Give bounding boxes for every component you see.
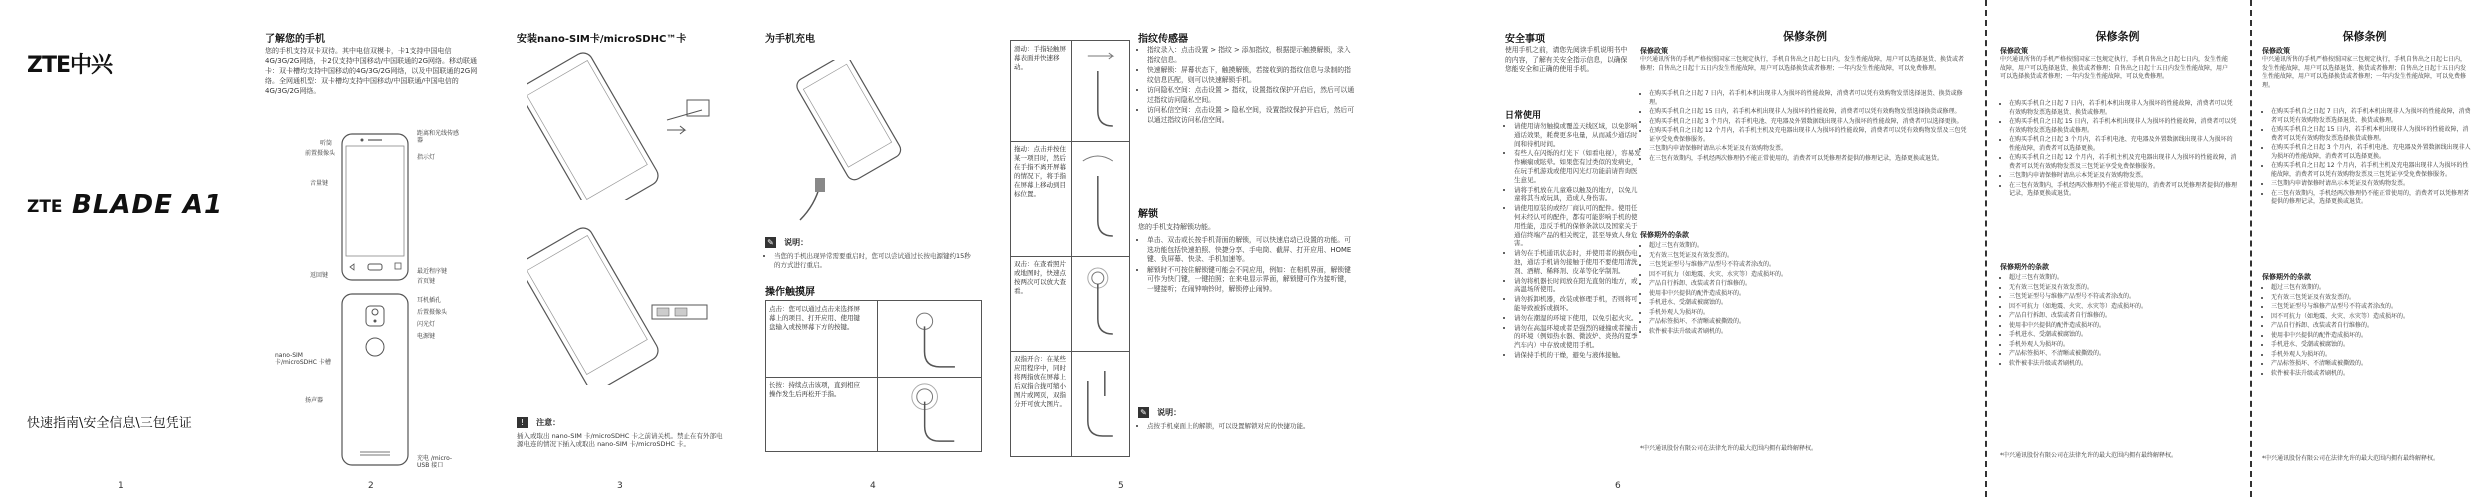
double-tap-gesture-icon [1071,256,1129,351]
policy-title: 保修政策 [2262,47,2290,55]
warning-icon: ! [517,417,528,428]
label-flash: 闪光灯 [417,321,436,328]
list-item: • 因不可抗力（如地震、火灾、水灾等）造成损坏的。 [2009,303,2237,312]
cut-line [2250,0,2252,497]
label-back-key: 返回键 [310,272,329,279]
tap-gesture-icon [877,301,981,377]
pinch-gesture-icon [1071,351,1129,456]
list-item: • 有些人在闪烁的灯光下（如看电视），容易发作癫痫或眩晕。如果您有过类似的发病史，在玩手机游戏或使用闪光灯功能前请咨询医生意见。 [1514,149,1642,184]
page-number: 3 [617,481,623,491]
table-row [1011,41,1129,142]
label-front-camera: 前置摄像头 [305,150,336,157]
note-box [765,230,975,270]
note-title: 说明： [1157,408,1182,417]
row-text: 长按：持续点击该项，直到相应操作发生后再松开手指。 [769,381,860,398]
list-item: • 请将手机放在儿童难以触及的地方，以免儿童将其当成玩具，造成人身伤害。 [1514,186,1642,204]
page-number: 5 [1118,481,1124,491]
section-title: 安装nano-SIM卡/microSDHC™卡 [517,34,687,45]
label-earpiece: 听筒 [320,140,333,147]
label-volume: 音量键 [310,180,329,187]
list-item: • 软件被非法升级或者刷机的。 [2271,370,2471,379]
section-title: 安全事项 [1505,34,1545,45]
ops-title: 操作触摸屏 [765,287,815,298]
table-row [1011,141,1129,257]
list-item: • 请勿在潮湿的环境下使用，以免引起火灾。 [1514,314,1642,323]
page-number: 1 [118,481,124,491]
list-item: • 在购买手机自之日起 15 日内，若手机本机出现非人为损坏的性能故障，消费者可以凭有效购物发票选择换货或修理。 [2009,118,2237,135]
warranty-title: 保修条例 [2342,30,2387,43]
fingerprint-list [1138,46,1357,126]
know-phone-panel [265,0,490,497]
list-item: • 在购买手机自之日起 12 个月内，若手机主机及充电器出现非人为损坏的性能故障，消费者可以凭有效购物发票及三包凭证享受免费保修服务。 [2271,162,2471,179]
list-item: • 在三包有效期内，手机经两次修理仍不能正常使用的，消费者可以凭修理者提供的修理记录，选择更换或退货。 [1649,155,1969,164]
fingerprint-panel [1118,0,1368,497]
policy-list [2000,100,2237,200]
policy-title: 保修政策 [2000,47,2028,55]
section-title: 了解您的手机 [265,34,325,45]
cover-panel [0,0,245,497]
list-item: • 请使用原装的或经厂商认可的配件。使用任何未经认可的配件，都有可能影响手机的使用性能，违反手机的保修条款以及国家关于通信终端产品的相关规定，甚至导致人身危害。 [1514,204,1642,248]
list-item: • 因不可抗力（如地震、火灾、水灾等）造成损坏的。 [2271,313,2471,322]
note-box [1138,400,1348,432]
warranty-column-2 [2000,0,2240,497]
model-name: BLADE A1 [72,190,224,220]
list-item: • 在购买手机自之日起 3 个月内，若手机电池、充电器及外置数据线出现非人为损坏的性能故障，消费者可以选择更换。 [1649,118,1969,127]
policy-list [1640,90,1969,164]
table-row [766,377,981,451]
list-item: • 三包期内申请保修时请出示本凭证及有效购物发票。 [2009,172,2237,181]
phone-front-illustration [340,132,410,282]
page-number: 4 [870,481,876,491]
list-item: • 请勿将机器长时间放在阳光直射的地方，或高温场所使用。 [1514,277,1642,295]
list-item: • 访问隐私空间：点击设置 > 指纹，设置指纹保护开启后，然后可以通过指纹访问隐私空间。 [1147,86,1357,105]
label-speaker: 扬声器 [305,397,324,404]
warranty-column-1 [1640,0,1975,497]
list-item: • 三包凭证型号与维修产品型号不符或者涂改的。 [1649,261,1969,270]
note-title: 说明： [784,238,809,247]
list-item: • 超过三包有效期的。 [2009,274,2237,283]
list-item: • 在购买手机自之日起 15 日内，若手机本机出现非人为损坏的性能故障，消费者可以凭有效购物发票选择换货或修理。 [2271,126,2471,143]
row-text: 点击：您可以通过点击来选择屏幕上的项目、打开应用、使用键盘输入或按屏幕下方的按键。 [769,305,860,331]
list-item: • 产品自行拆卸、改装或者自行维修的。 [2009,312,2237,321]
list-item: • 请勿在手机通讯状态时，并使用者的损伤电池，通话手机请勿接触于使用不要使用清洗剂、酒精、稀释剂、皮革等化学制剂。 [1514,249,1642,275]
list-item: • 在购买手机自之日起 7 日内，若手机本机出现非人为损坏的性能故障，消费者可以凭有效购物发票选择退货、换货或修理。 [2271,108,2471,125]
safety-list [1505,122,1642,361]
safety-panel [1505,0,1641,497]
list-item: • 手机外观人为损坏的。 [2271,351,2471,360]
policy-title: 保修政策 [1640,47,1668,55]
policy-text: 中兴通讯所售的手机严格按照国家三包规定执行，手机自售出之日起七日内，发生性能故障，用户可以选择退货、换货或者修理；自售出之日起十五日内发生性能故障，用户可以选择换货或者修理；一年内发生性能故障，可以免费修理。 [2000,56,2229,80]
list-item: • 产品自行拆卸、改装或者自行维修的。 [1649,280,1969,289]
list-item: • 三包凭证型号与维修产品型号不符或者涂改的。 [2009,293,2237,302]
list-item: • 请勿在高温环境或者是强烈的碰撞或者撞击的环境（例如热水器、微波炉、炎热的夏季汽车内）中存放或使用手机。 [1514,324,1642,350]
label-home-key: 首页键 [417,278,436,285]
note-text: 插入或取出 nano-SIM 卡/microSDHC 卡之前请关机。禁止在有外部电源电连的情况下插入或取出 nano-SIM 卡/microSDHC 卡。 [517,432,723,448]
label-indicator: 指示灯 [417,154,436,161]
list-item: • 软件被非法升级或者刷机的。 [2009,360,2237,369]
touch-table-gestures [1010,40,1130,457]
note-icon: ✎ [765,237,776,248]
row-text: 双指开合：在某些应用程序中，同时将两指放在屏幕上后双指合拢可缩小图片或网页，双指分开可放大图片。 [1014,355,1066,408]
list-item: • 无有效三包凭证及有效发票的。 [2271,294,2471,303]
list-item: • 产品标签损坏、不清晰或被撕毁的。 [2271,360,2471,369]
list-item: • 产品标签损坏、不清晰或被撕毁的。 [2009,350,2237,359]
exclusion-title: 保修期外的条款 [2000,263,2049,271]
exclusion-title: 保修期外的条款 [2262,273,2311,281]
label-recent-key: 最近程序键 [417,268,448,275]
exclusion-list [2262,284,2471,379]
page-number: 6 [1615,481,1621,491]
warranty-column-3 [2262,0,2474,497]
list-item: • 在购买手机自之日起 7 日内，若手机本机出现非人为损坏的性能故障，消费者可以凭有效购物发票选择退货、换货或修理。 [2009,100,2237,117]
sim-step1-illustration [527,50,727,200]
footnote: *中兴通讯股份有限公司在法律允许的最大范围内拥有最终解释权。 [2262,455,2440,462]
list-item: • 快速解锁：屏幕状态下，触摸解锁，若接收到的指纹信息与录制的指纹信息匹配，则可以快速解锁手机。 [1147,66,1357,85]
list-item: • 三包凭证型号与维修产品型号不符或者涂改的。 [2271,303,2471,312]
list-item: • 超过三包有效期的。 [2271,284,2471,293]
sim-step2-illustration [527,225,727,385]
label-headphone: 耳机插孔 [417,297,442,304]
list-item: • 使用非中兴提供的配件造成损坏的。 [1649,290,1969,299]
list-item: • 产品标签损坏、不清晰或被撕毁的。 [1649,318,1969,327]
list-item: • 三包期内申请保修时请出示本凭证及有效购物发票。 [1649,145,1969,154]
table-row [1011,351,1129,456]
label-rear-camera: 后置摄像头 [417,309,448,316]
note-box [517,410,727,448]
list-item: • 单击、双击或长按手机背面的解锁，可以快速启动已设置的功能。可选功能包括快速拍照、快捷分享、手电筒、截屏、打开应用、HOME键、负屏幕、快录、手机加速等。 [1147,236,1357,265]
footnote: *中兴通讯股份有限公司在法律允许的最大范围内拥有最终解释权。 [2000,452,2178,459]
policy-list [2262,108,2471,208]
list-item: • 在购买手机自之日起 7 日内，若手机本机出现非人为损坏的性能故障，消费者可以凭有效购物发票选择退货、换货或修理。 [1649,90,1969,107]
cut-line [1985,0,1987,497]
list-item: • 手机进水、受潮或被腐蚀的。 [1649,299,1969,308]
touch-table-basic [765,300,982,452]
exclusion-list [2000,274,2237,369]
exclusion-list [1640,242,1969,337]
row-text: 滑动：手指轻触屏幕表面并快速移动。 [1014,45,1066,71]
list-item: • 在购买手机自之日起 15 日内，若手机本机出现非人为损坏的性能故障，消费者可以凭有效购物发票选择换货或修理。 [1649,108,1969,117]
list-item: • 无有效三包凭证及有效发票的。 [1649,252,1969,261]
label-usb: 充电 /micro-USB 接口 [417,455,453,469]
list-item: • 访问私信空间：点击设置 > 隐私空间，设置指纹保护开启后，然后可以通过指纹访问私信空间。 [1147,106,1357,125]
list-item: • 在购买手机自之日起 12 个月内，若手机主机及充电器出现非人为损坏的性能故障，消费者可以凭有效购物发票及三包凭证享受免费保修服务。 [1649,127,1969,144]
list-item: • 软件被非法升级或者刷机的。 [1649,328,1969,337]
zte-logo: ZTE中兴 [27,53,112,78]
table-row [1011,256,1129,352]
list-item: • 手机外观人为损坏的。 [1649,309,1969,318]
sim-panel [517,0,747,497]
daily-use-title: 日常使用 [1505,111,1542,121]
list-item: • 使用非中兴提供的配件造成损坏的。 [2271,332,2471,341]
list-item: • 请使用请勿触摸或覆盖天线区域，以免影响通话效果，耗费更多电量，从而减少通话时间和待机时间。 [1514,122,1642,148]
phone-back-illustration [340,292,410,467]
note-text: • 当您的手机出现异常需要重启时，您可以尝试通过长按电源键约15秒的方式进行重启。 [774,252,975,269]
warranty-title: 保修条例 [1783,30,1827,43]
safety-intro: 使用手机之前，请您先阅读手机说明书中的内容，了解有关安全指示信息，以确保您能安全和正确的使用手机。 [1505,46,1628,73]
list-item: • 使用非中兴提供的配件造成损坏的。 [2009,322,2237,331]
policy-text: 中兴通讯所售的手机严格按照国家三包规定执行，手机自售出之日起七日内，发生性能故障，用户可以选择退货、换货或者修理；自售出之日起十五日内发生性能故障，用户可以选择换货或者修理；一年内发生性能故障，可以免费修理。 [2262,56,2467,89]
list-item: • 指纹录入：点击设置 > 指纹 > 添加指纹，根据提示触摸解锁，录入指纹信息。 [1147,46,1357,65]
list-item: • 在三包有效期内，手机经两次修理仍不能正常使用的，消费者可以凭修理者提供的修理记录，选择更换或退货。 [2271,190,2471,207]
long-press-gesture-icon [877,377,981,451]
exclusion-title: 保修期外的条款 [1640,231,1689,239]
list-item: • 手机进水、受潮或被腐蚀的。 [2009,331,2237,340]
table-row [766,301,981,378]
list-item: • 手机外观人为损坏的。 [2009,341,2237,350]
model-brand: ZTE [27,197,63,217]
list-item: • 无有效三包凭证及有效发票的。 [2009,284,2237,293]
list-item: • 在购买手机自之日起 3 个月内，若手机电池、充电器及外置数据线出现非人为损坏的性能故障，消费者可以选择更换。 [2271,144,2471,161]
list-item: • 手机进水、受潮或被腐蚀的。 [2271,341,2471,350]
label-power: 电源键 [417,333,436,340]
note-text: • 点按手机桌面上的解锁，可以设置解锁对应的快捷功能。 [1147,422,1348,431]
list-item: • 在购买手机自之日起 12 个月内，若手机主机及充电器出现非人为损坏的性能故障，消费者可以凭有效购物发票及三包凭证享受免费保修服务。 [2009,154,2237,171]
list-item: • 在三包有效期内，手机经两次修理仍不能正常使用的，消费者可以凭修理者提供的修理记录，选择更换或退货。 [2009,182,2237,199]
unlock-intro: 您的手机支持解锁功能。 [1138,223,1215,231]
list-item: • 请保持手机的干燥，避免与液体接触。 [1514,351,1642,360]
note-title: 注意： [536,418,561,427]
charging-panel [765,0,995,497]
swipe-gesture-icon [1071,41,1129,141]
list-item: • 请勿拆卸机器，改装或修理手机，否则将可能导致被拆或损坏。 [1514,295,1642,313]
list-item: • 在购买手机自之日起 3 个月内，若手机电池、充电器及外置数据线出现非人为损坏的性能故障，消费者可以选择更换。 [2009,136,2237,153]
row-text: 拖动：点击并按住某一项目时，然后在手指不离开屏幕的情况下，将手指在屏幕上移动到目标位置。 [1014,145,1066,198]
warranty-title: 保修条例 [2095,30,2140,43]
cover-subtitle: 快速指南\安全信息\三包凭证 [27,416,192,431]
page-number: 2 [368,481,374,491]
list-item: • 解锁时不可按住解锁键可能会不同应用，例如：在相机界面，解锁键可作为快门键，一键拍照；在来电显示界面，解锁键可作为接听键，一键接听；在闹钟响铃时，解锁停止闹钟。 [1147,266,1357,295]
label-sim-slot: nano-SIM 卡/microSDHC 卡槽 [275,352,331,366]
row-text: 双击：在查看照片或地图时，快速点按两次可以放大查看。 [1014,260,1066,295]
section-title: 为手机充电 [765,34,815,45]
section-title: 指纹传感器 [1138,34,1188,45]
gesture-panel [1010,0,1135,497]
intro-text: 您的手机支持双卡双待。其中电信双模卡，卡1支持中国电信4G/3G/2G网络，卡2仅支持中国移动/中国联通的2G网络。移动联通卡：双卡槽均支持中国移动的4G/3G/2G网络，以及中国联通的2G网络。全网通机型：双卡槽均支持中国移动/中国联通/中国电信的4G/3G/2G网络。 [265,47,478,95]
charging-illustration [780,60,930,225]
unlock-list [1138,236,1357,295]
list-item: • 产品自行拆卸、改装或者自行维修的。 [2271,322,2471,331]
policy-text: 中兴通讯所售的手机严格按照国家三包规定执行，手机自售出之日起七日内，发生性能故障，用户可以选择退货、换货或者修理；自售出之日起十五日内发生性能故障，用户可以选择换货或者修理；一年内发生性能故障，可以免费修理。 [1640,56,1965,72]
label-sensor: 距离和光线传感器 [417,130,460,144]
list-item: • 超过三包有效期的。 [1649,242,1969,251]
note-icon: ✎ [1138,407,1149,418]
unlock-title: 解锁 [1138,209,1158,220]
list-item: • 三包期内申请保修时请出示本凭证及有效购物发票。 [2271,180,2471,189]
list-item: • 因不可抗力（如地震、火灾、水灾等）造成损坏的。 [1649,271,1969,280]
footnote: *中兴通讯股份有限公司在法律允许的最大范围内拥有最终解释权。 [1640,445,1818,452]
drag-gesture-icon [1071,141,1129,256]
